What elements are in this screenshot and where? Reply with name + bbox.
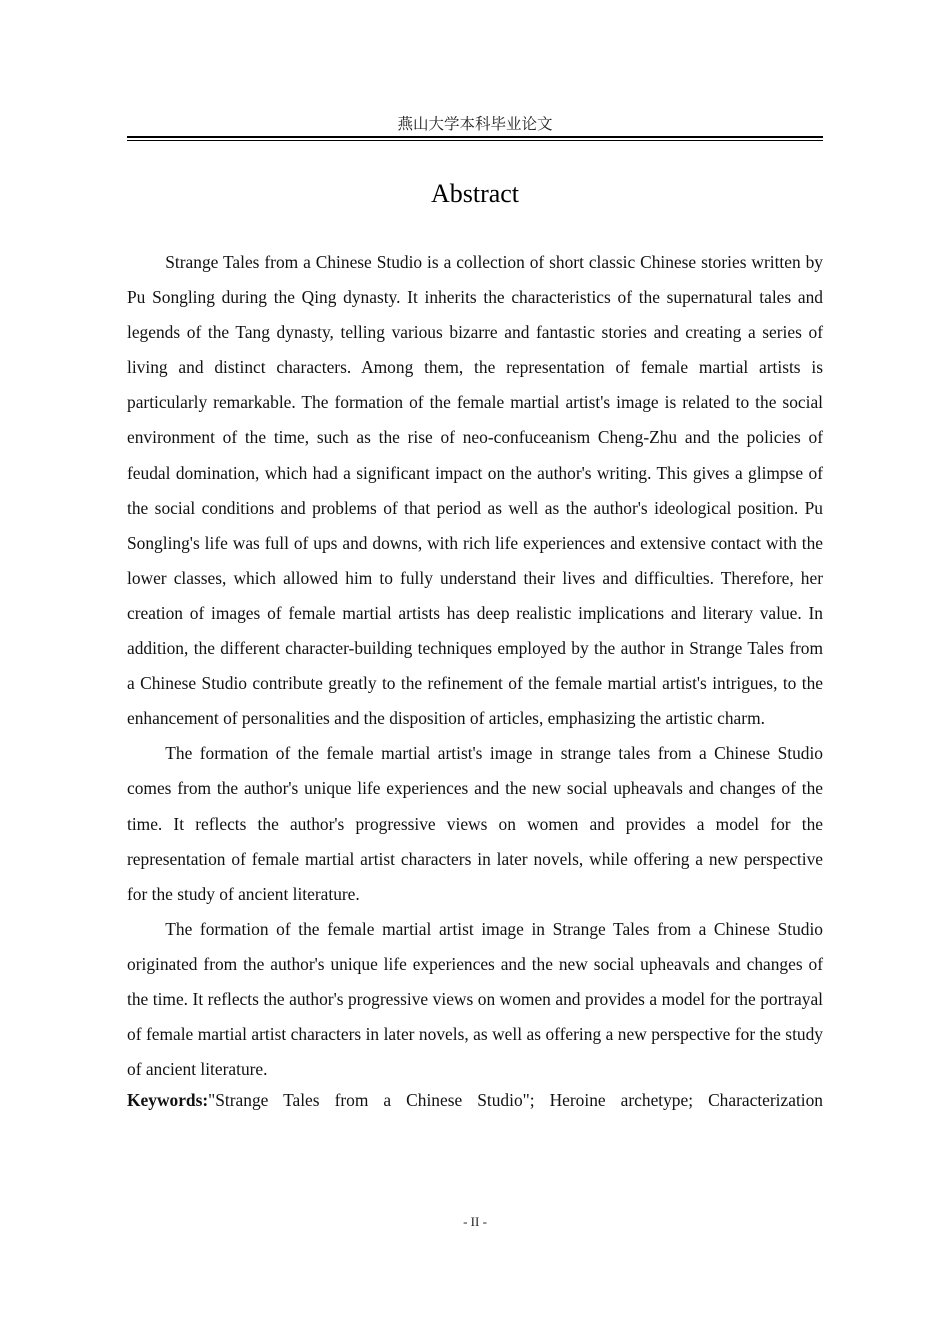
- abstract-body: [127, 245, 823, 1113]
- keywords-text: "Strange Tales from a Chinese Studio"; Heroine archetype; Characterization: [208, 1090, 823, 1111]
- keywords-label: Keywords:: [127, 1090, 209, 1111]
- page-title: Abstract: [430, 179, 520, 208]
- running-header: 燕山大学本科毕业论文: [397, 115, 553, 133]
- abstract-paragraph-3: The formation of the female martial artist image in Strange Tales from a Chinese Studio originated from the author's unique life experiences and the new social upheavals and changes of the time. It reflects the author's progressive views on women and provides a model for the portrayal of female martial artist characters in later novels, as well as offering a new perspective for the study of ancient literature.: [127, 918, 823, 1080]
- abstract-paragraph-2: The formation of the female martial artist's image in strange tales from a Chinese Studio comes from the author's unique life experiences and the new social upheavals and changes of the time. It reflects the author's progressive views on women and provides a model for the representation of female martial artist characters in later novels, while offering a new perspective for the study of ancient literature.: [127, 743, 823, 904]
- abstract-paragraph-1: Strange Tales from a Chinese Studio is a collection of short classic Chinese stories written by Pu Songling during the Qing dynasty. It inherits the characteristics of the supernatural tales and legends of the Tang dynasty, telling various bizarre and fantastic stories and creating a series of living and distinct characters. Among them, the representation of female martial artists is particularly remarkable. The formation of the female martial artist's image is related to the social environment of the time, such as the rise of neo-confuceanism Cheng-Zhu and the policies of feudal domination, which had a significant impact on the author's writing. This gives a glimpse of the social conditions and problems of that period as well as the author's ideological position. Pu Songling's life was full of ups and downs, with rich life experiences and extensive contact with the lower classes, which allowed him to fully understand their lives and difficulties. Therefore, her creation of images of female martial artists has deep realistic implications and literary value. In addition, the different character-building techniques employed by the author in Strange Tales from a Chinese Studio contribute greatly to the refinement of the female martial artist's intrigues, to the enhancement of personalities and the disposition of articles, emphasizing the artistic charm.: [127, 252, 823, 729]
- header-rule-thin: [127, 140, 823, 141]
- keywords-line: [127, 1087, 823, 1113]
- header-rule-thick: [127, 136, 823, 138]
- page-number: - II -: [463, 1214, 487, 1229]
